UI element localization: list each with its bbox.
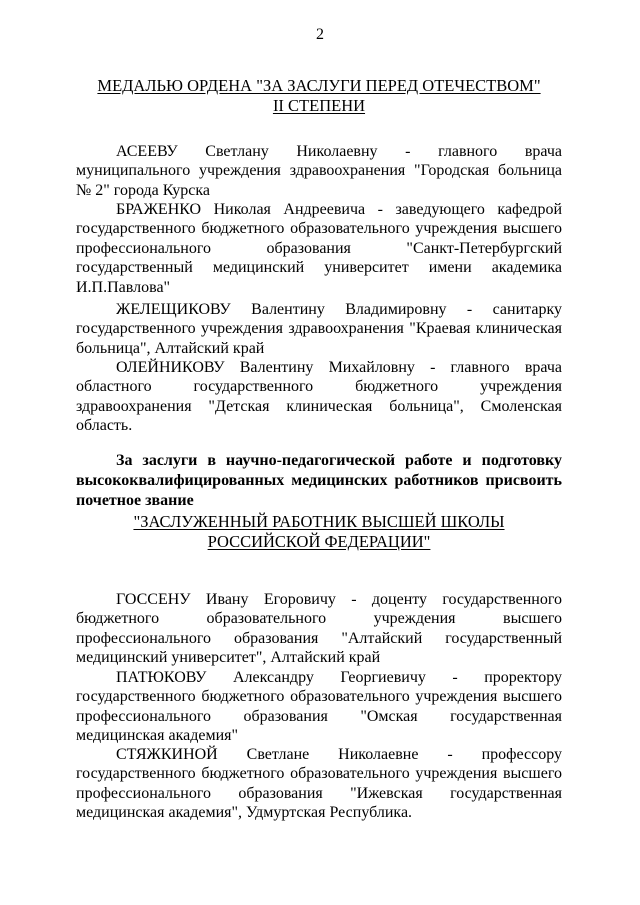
page-number: 2 xyxy=(316,26,324,43)
section-heading-line: II СТЕПЕНИ xyxy=(272,96,366,115)
section-heading-honorary-title xyxy=(76,512,562,552)
section-heading-line: "ЗАСЛУЖЕННЫЙ РАБОТНИК ВЫСШЕЙ ШКОЛЫ xyxy=(133,512,505,531)
award-entry: АСЕЕВУ Светлану Николаевну - главного врача муниципального учреждения здравоохранения "Городская больница № 2" города Курска xyxy=(76,143,562,199)
section-heading-medal xyxy=(76,76,562,116)
section-heading-line: МЕДАЛЬЮ ОРДЕНА "ЗА ЗАСЛУГИ ПЕРЕД ОТЕЧЕСТВОМ" xyxy=(97,76,541,95)
award-entry: ГОССЕНУ Ивану Егоровичу - доценту государственного бюджетного образовательного учреждения высшего профессионального образования "Алтайский государственный медицинский университет", Алтайский край xyxy=(76,591,562,667)
section-heading-line: РОССИЙСКОЙ ФЕДЕРАЦИИ" xyxy=(207,532,431,551)
honorary-title-intro: За заслуги в научно-педагогической работе и подготовку высококвалифицированных медицинских работников присвоить почетное звание xyxy=(76,452,562,509)
award-entry: СТЯЖКИНОЙ Светлане Николаевне - профессору государственного бюджетного образовательного учреждения высшего профессионального образования "Ижевская государственная медицинская академия", Удмуртская Республика. xyxy=(76,746,562,822)
award-entry: БРАЖЕНКО Николая Андреевича - заведующего кафедрой государственного бюджетного образовательного учреждения высшего профессионального образования "Санкт-Петербургский государственный медицинский университет имени академика И.П.Павлова" xyxy=(76,201,562,296)
award-entry: ОЛЕЙНИКОВУ Валентину Михайловну - главного врача областного государственного бюджетного учреждения здравоохранения "Детская клиническая больница", Смоленская область. xyxy=(76,359,562,435)
award-entry: ЖЕЛЕЩИКОВУ Валентину Владимировну - санитарку государственного учреждения здравоохранения "Краевая клиническая больница", Алтайский край xyxy=(76,301,562,357)
award-entry: ПАТЮКОВУ Александру Георгиевичу - проректору государственного бюджетного образовательного учреждения высшего профессионального образования "Омская государственная медицинская академия" xyxy=(76,669,562,745)
